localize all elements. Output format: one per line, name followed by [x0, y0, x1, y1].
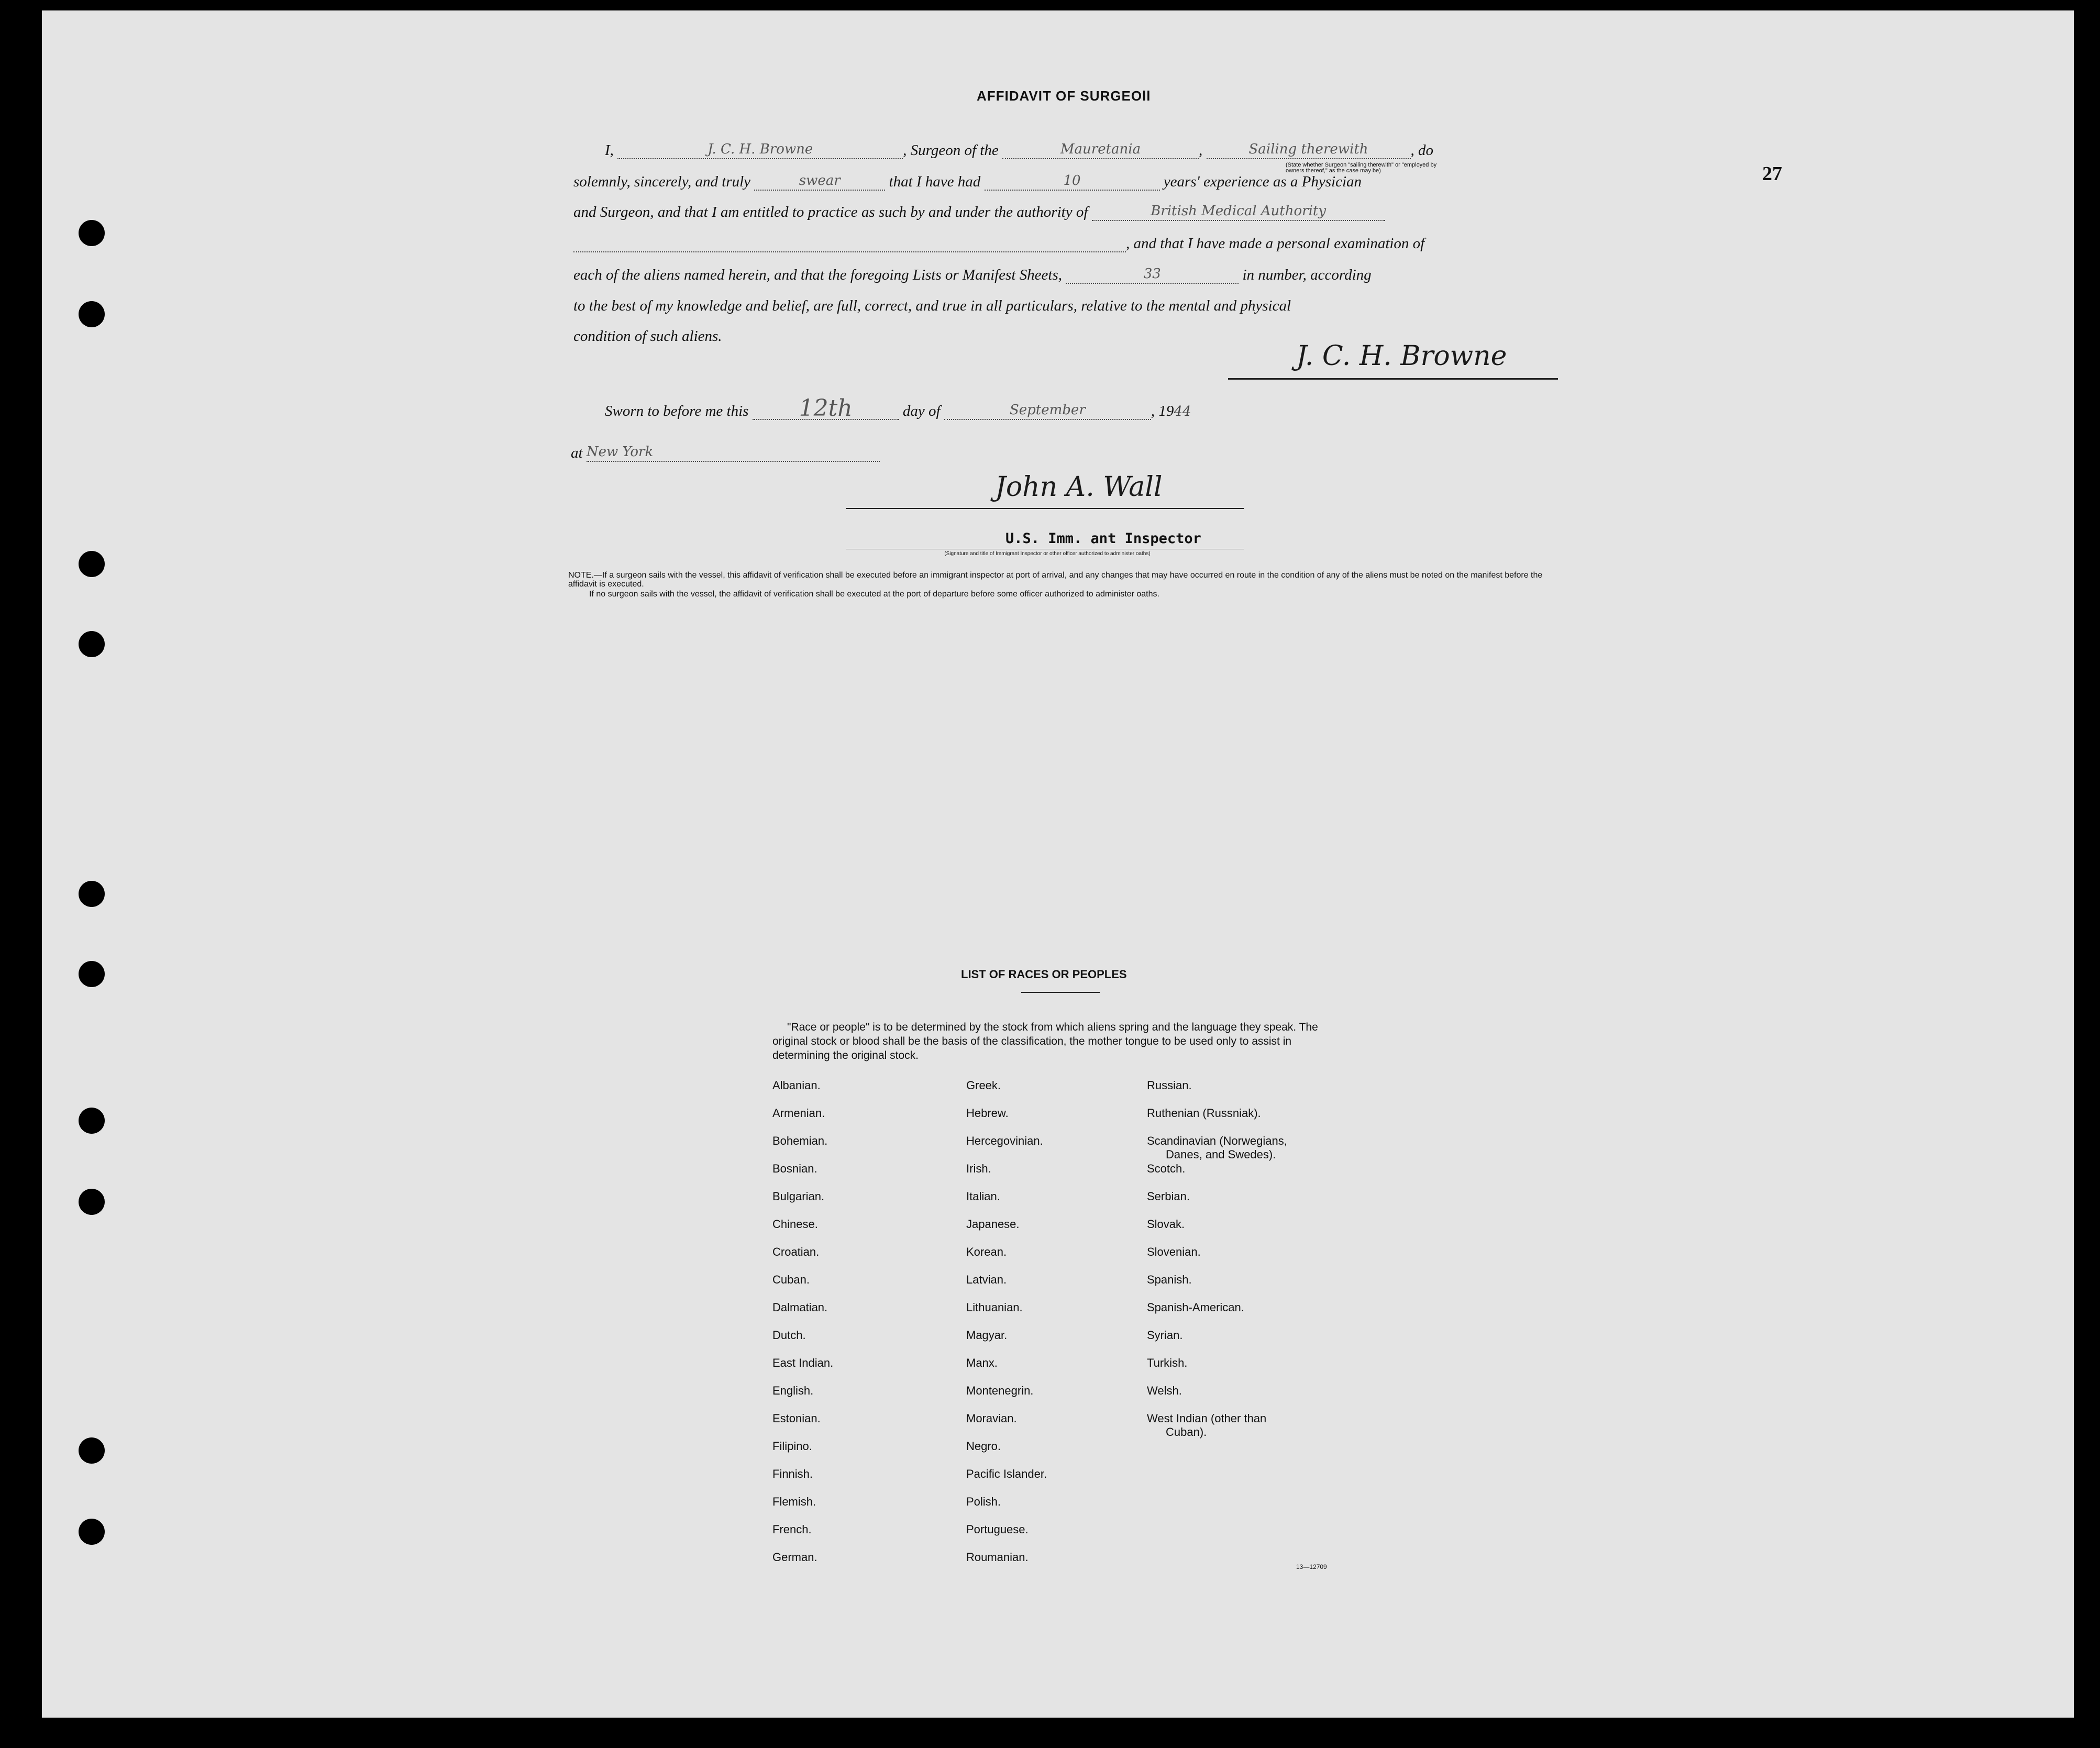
binder-hole: [79, 301, 105, 327]
surgeon-status-field: Sailing therewith: [1207, 141, 1411, 159]
race-item: Filipino.: [772, 1440, 812, 1453]
race-item: Spanish.: [1147, 1273, 1192, 1286]
race-item: [1147, 1134, 1287, 1162]
document-sheet: [42, 10, 2074, 1718]
race-item: Bulgarian.: [772, 1190, 825, 1203]
race-item: Portuguese.: [966, 1523, 1029, 1536]
page-number: 27: [1762, 163, 1782, 185]
races-title-rule: [1021, 992, 1100, 993]
race-item: Estonian.: [772, 1412, 821, 1425]
race-item: Pacific Islander.: [966, 1467, 1047, 1480]
race-item: Welsh.: [1147, 1384, 1182, 1397]
surgeon-signature-line: [1228, 378, 1558, 380]
authority-continued-field: [573, 235, 1126, 252]
race-item: Montenegrin.: [966, 1384, 1034, 1397]
text: years' experience as a Physician: [1163, 173, 1362, 190]
race-item: Bohemian.: [772, 1134, 828, 1147]
binder-hole: [79, 1108, 105, 1134]
inspector-title: U.S. Imm. ant Inspector: [1005, 530, 1201, 547]
race-item: Roumanian.: [966, 1551, 1029, 1564]
race-item: Flemish.: [772, 1495, 816, 1508]
race-item-line: Scandinavian (Norwegians,: [1147, 1134, 1287, 1147]
race-item-line: Cuban).: [1166, 1425, 1207, 1439]
inspector-signature-line: [846, 508, 1244, 509]
text: , Surgeon of the: [903, 142, 999, 159]
race-item: Negro.: [966, 1440, 1001, 1453]
surgeon-signature: J. C. H. Browne: [1296, 340, 1507, 372]
race-item: Lithuanian.: [966, 1301, 1023, 1314]
race-item: Russian.: [1147, 1079, 1192, 1092]
race-item: German.: [772, 1551, 817, 1564]
place-field: New York: [587, 444, 880, 462]
text: I,: [605, 142, 614, 159]
text: that I have had: [889, 173, 981, 190]
text: solemnly, sincerely, and truly: [573, 173, 751, 190]
race-item: Korean.: [966, 1245, 1007, 1258]
text: in number, according: [1242, 267, 1372, 283]
binder-hole: [79, 1189, 105, 1215]
race-item: French.: [772, 1523, 812, 1536]
binder-hole: [79, 551, 105, 577]
text: at: [571, 445, 583, 461]
surgeon-name-field: J. C. H. Browne: [617, 141, 903, 159]
race-item: Magyar.: [966, 1329, 1008, 1342]
race-item: Polish.: [966, 1495, 1001, 1508]
race-item: Irish.: [966, 1162, 991, 1175]
race-item: Ruthenian (Russniak).: [1147, 1107, 1261, 1120]
oath-field: swear: [754, 173, 885, 191]
text: and Surgeon, and that I am entitled to practice as such by and under the authority of: [573, 204, 1088, 220]
inspector-caption: (Signature and title of Immigrant Inspector or other officer authorized to administer oaths): [944, 551, 1151, 557]
note-paragraph-2: If no surgeon sails with the vessel, the affidavit of verification shall be executed at the port of departure before some officer authorized to administer oaths.: [589, 590, 1159, 599]
affidavit-line-4: [573, 235, 1424, 252]
race-item: Albanian.: [772, 1079, 821, 1092]
sheet-count-field: 33: [1066, 266, 1239, 284]
races-column-2: [966, 1079, 1047, 1578]
binder-hole: [79, 1437, 105, 1464]
binder-hole: [79, 961, 105, 987]
inspector-signature: John A. Wall: [995, 471, 1163, 503]
affidavit-line-6: to the best of my knowledge and belief, are full, correct, and true in all particulars, relative to the mental and physical: [573, 297, 1291, 314]
race-item: Slovak.: [1147, 1218, 1185, 1231]
text: each of the aliens named herein, and that the foregoing Lists or Manifest Sheets,: [573, 267, 1062, 283]
race-item: English.: [772, 1384, 814, 1397]
sworn-month-field: September: [944, 402, 1151, 420]
text: , 19: [1151, 403, 1174, 419]
years-field: 10: [985, 173, 1160, 191]
race-item: Armenian.: [772, 1107, 825, 1120]
race-item: Chinese.: [772, 1218, 818, 1231]
race-item: Greek.: [966, 1079, 1001, 1092]
races-title: LIST OF RACES OR PEOPLES: [961, 968, 1127, 981]
at-line: [571, 444, 880, 462]
race-item: Serbian.: [1147, 1190, 1190, 1203]
race-item: Manx.: [966, 1356, 998, 1369]
affidavit-line-1: [605, 141, 1433, 159]
race-item: East Indian.: [772, 1356, 834, 1369]
race-item: Moravian.: [966, 1412, 1017, 1425]
vessel-name-field: Mauretania: [1002, 141, 1199, 159]
sworn-line: [605, 395, 1191, 422]
text: , and that I have made a personal examination of: [1126, 235, 1425, 252]
race-item: Syrian.: [1147, 1329, 1183, 1342]
race-item: Turkish.: [1147, 1356, 1188, 1369]
text: day of: [902, 403, 941, 419]
races-column-3: [1147, 1079, 1287, 1440]
text: ,: [1199, 142, 1203, 159]
binder-hole: [79, 220, 105, 246]
race-item: Italian.: [966, 1190, 1000, 1203]
status-note: (State whether Surgeon "sailing therewith" or "employed by owners thereof," as the case may be): [1286, 162, 1437, 174]
race-item: Latvian.: [966, 1273, 1007, 1286]
affidavit-line-7: condition of such aliens.: [573, 328, 722, 345]
authority-field: British Medical Authority: [1092, 203, 1385, 221]
binder-hole: [79, 631, 105, 657]
race-item-line: West Indian (other than: [1147, 1412, 1267, 1425]
note-paragraph-1: NOTE.—If a surgeon sails with the vessel, this affidavit of verification shall be executed before an immigrant inspector at port of arrival, and any changes that may have occurred en route in the condition of any of the aliens must be noted on the manifest before the affidavit is executed.: [568, 571, 1543, 589]
sworn-day-field: 12th: [753, 398, 899, 420]
binder-hole: [79, 881, 105, 907]
race-item: Dalmatian.: [772, 1301, 828, 1314]
sworn-year: 44: [1174, 404, 1191, 419]
affidavit-title: AFFIDAVIT OF SURGEOll: [977, 88, 1151, 104]
text: Sworn to before me this: [605, 403, 749, 419]
race-item: Spanish-American.: [1147, 1301, 1244, 1314]
race-item: [1147, 1412, 1287, 1440]
text: , do: [1410, 142, 1433, 159]
race-item: Japanese.: [966, 1218, 1020, 1231]
binder-hole: [79, 1519, 105, 1545]
races-intro: "Race or people" is to be determined by the stock from which aliens spring and the language they speak. The original stock or blood shall be the basis of the classification, the mother tongue to be used only to assist in determining the original stock.: [772, 1021, 1318, 1061]
race-item: Hercegovinian.: [966, 1134, 1043, 1147]
affidavit-line-5: [573, 266, 1372, 284]
race-item: Bosnian.: [772, 1162, 817, 1175]
form-code: 13—12709: [1296, 1563, 1327, 1570]
races-column-1: [772, 1079, 833, 1578]
affidavit-line-2: [573, 173, 1362, 191]
race-item: Finnish.: [772, 1467, 813, 1480]
race-item: Slovenian.: [1147, 1245, 1201, 1258]
race-item: Cuban.: [772, 1273, 810, 1286]
race-item: Hebrew.: [966, 1107, 1009, 1120]
race-item-line: Danes, and Swedes).: [1166, 1148, 1276, 1161]
race-item: Dutch.: [772, 1329, 806, 1342]
race-item: Croatian.: [772, 1245, 820, 1258]
affidavit-line-3: [573, 203, 1385, 221]
race-item: Scotch.: [1147, 1162, 1186, 1175]
